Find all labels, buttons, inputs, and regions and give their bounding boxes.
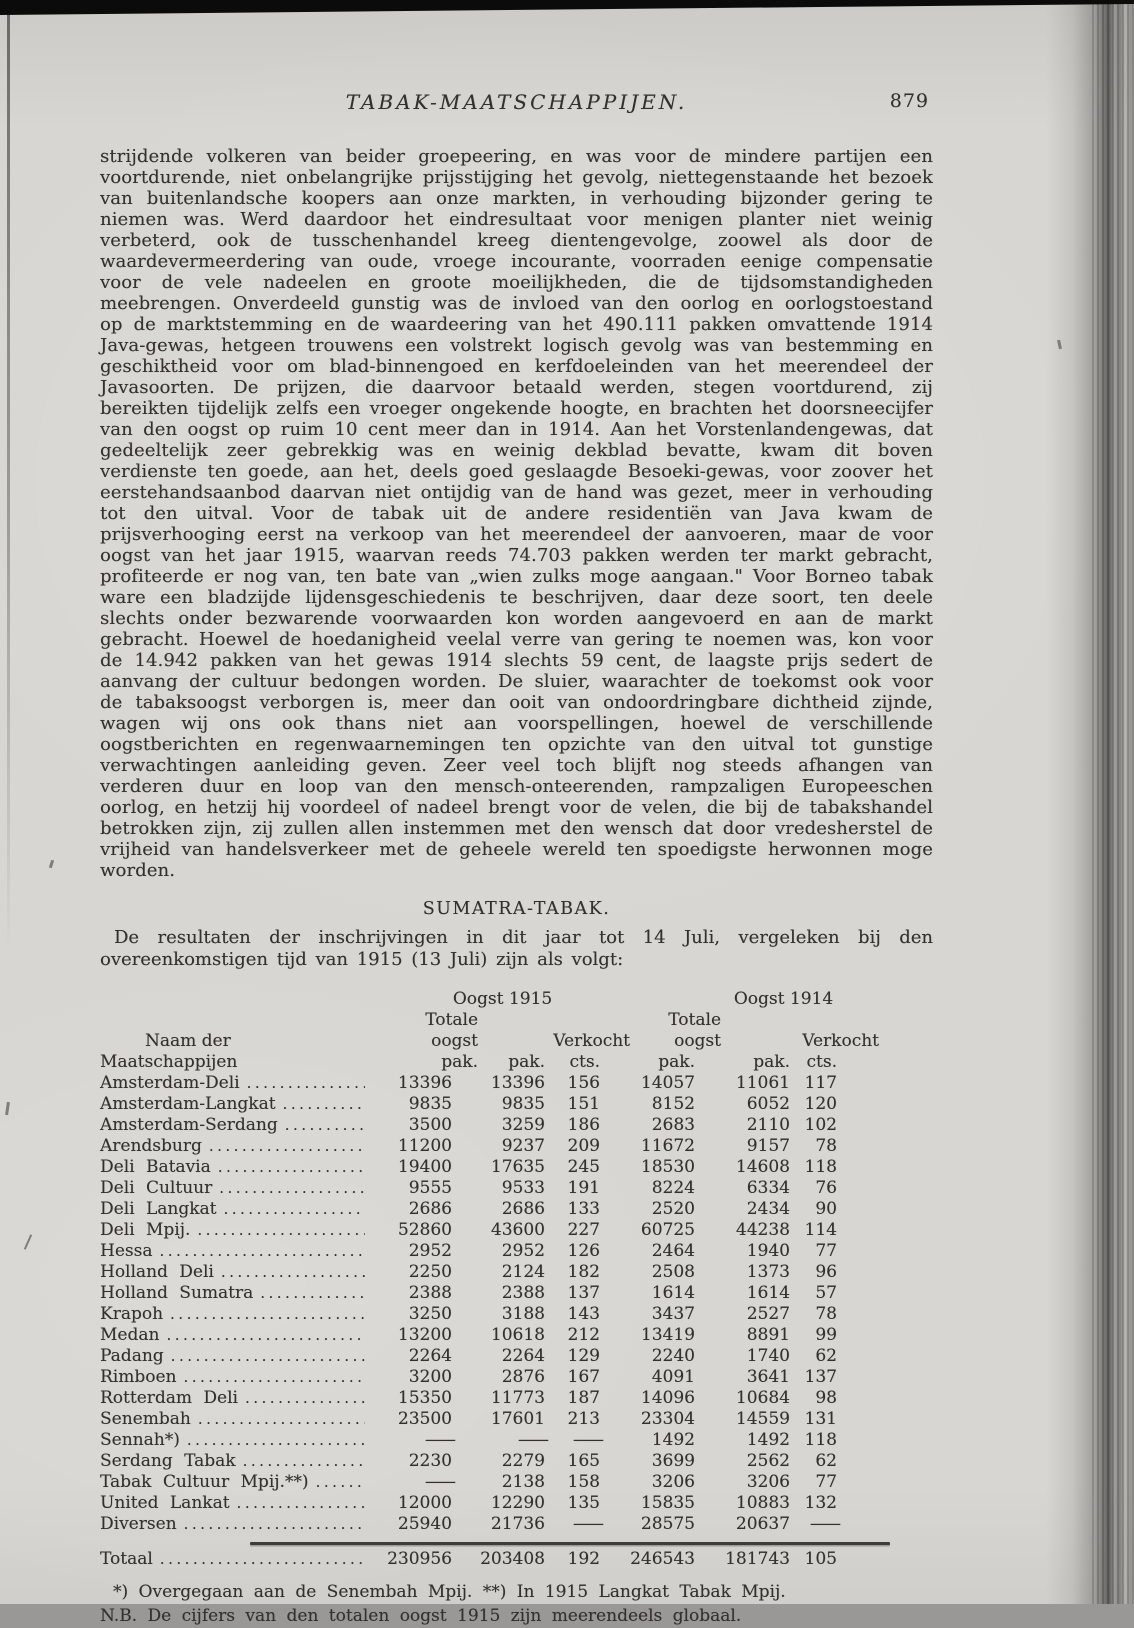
- table-row: [100, 1262, 837, 1283]
- numeric-cell: 28575: [640, 1514, 695, 1534]
- numeric-cell: 2388: [408, 1283, 452, 1303]
- col-header-verkocht: Verkocht: [802, 1031, 879, 1051]
- total-label-cell: [100, 1549, 365, 1570]
- table-row: [100, 1220, 837, 1241]
- numeric-cell: 11061: [735, 1073, 790, 1093]
- leader-dots: [278, 1115, 365, 1136]
- numeric-cell: 25940: [397, 1514, 452, 1534]
- company-name-cell: [100, 1430, 365, 1451]
- table-row: [100, 1157, 837, 1178]
- col-header-pak: pak.: [508, 1052, 545, 1072]
- numeric-cell: 21736: [490, 1514, 545, 1534]
- company-table: [100, 989, 879, 1535]
- footnote-line-1: *) Overgegaan aan de Senembah Mpij. **) In 1915 Langkat Tabak Mpij.: [113, 1582, 786, 1602]
- company-name-cell: [100, 1304, 365, 1325]
- leader-dots: [202, 1136, 365, 1157]
- numeric-cell: 3500: [408, 1115, 452, 1135]
- numeric-cell: 3641: [746, 1367, 790, 1387]
- numeric-cell: 246543: [630, 1549, 695, 1569]
- numeric-cell: 2110: [746, 1115, 790, 1135]
- numeric-cell: 14559: [735, 1409, 790, 1429]
- numeric-cell: 137: [804, 1367, 837, 1387]
- col-header-totale: Totale: [425, 1010, 478, 1030]
- paper-speck: [24, 1234, 32, 1249]
- company-name-cell: [100, 1073, 365, 1094]
- company-name-cell: [100, 1388, 365, 1409]
- numeric-cell: 102: [804, 1115, 837, 1135]
- numeric-cell: 1940: [746, 1241, 790, 1261]
- leader-dots: [164, 1346, 365, 1367]
- numeric-cell: 98: [815, 1388, 837, 1408]
- numeric-cell: 9237: [501, 1136, 545, 1156]
- numeric-cell: 57: [815, 1283, 837, 1303]
- page-title: TABAK-MAATSCHAPPIJEN.: [345, 90, 688, 114]
- numeric-cell: 9835: [501, 1094, 545, 1114]
- numeric-cell: 78: [815, 1136, 837, 1156]
- numeric-cell: 137: [567, 1283, 600, 1303]
- company-name-cell: [100, 1493, 365, 1514]
- numeric-cell: 9555: [408, 1178, 452, 1198]
- numeric-cell: 11672: [640, 1136, 695, 1156]
- company-name-cell: [100, 1115, 365, 1136]
- company-name: Serdang Tabak: [100, 1451, 236, 1471]
- numeric-cell: 15350: [397, 1388, 452, 1408]
- numeric-cell: —: [809, 1514, 842, 1534]
- col-header-pak: pak.: [753, 1052, 790, 1072]
- empty-cell: [100, 989, 365, 1010]
- numeric-cell: —: [572, 1430, 605, 1450]
- binding-gutter-shadow: [1046, 0, 1134, 1604]
- numeric-cell: 23500: [397, 1409, 452, 1429]
- numeric-cell: 12290: [490, 1493, 545, 1513]
- numeric-cell: 2388: [501, 1283, 545, 1303]
- table-row: [100, 1073, 837, 1094]
- numeric-cell: 2279: [501, 1451, 545, 1471]
- numeric-cell: 2434: [746, 1199, 790, 1219]
- numeric-cell: —: [517, 1430, 550, 1450]
- numeric-cell: 14057: [640, 1073, 695, 1093]
- numeric-cell: 13419: [640, 1325, 695, 1345]
- page-number: 879: [889, 90, 929, 112]
- numeric-cell: 9533: [501, 1178, 545, 1198]
- numeric-cell: 6334: [746, 1178, 790, 1198]
- company-name-cell: [100, 1409, 365, 1430]
- leader-dots: [230, 1493, 365, 1514]
- numeric-cell: 90: [815, 1199, 837, 1219]
- leader-dots: [276, 1094, 365, 1115]
- numeric-cell: 245: [567, 1157, 600, 1177]
- company-name: Amsterdam-Deli: [100, 1073, 240, 1093]
- numeric-cell: 14608: [735, 1157, 790, 1177]
- company-name-cell: [100, 1262, 365, 1283]
- numeric-cell: 114: [804, 1220, 837, 1240]
- numeric-cell: 78: [815, 1304, 837, 1324]
- numeric-cell: 8152: [651, 1094, 695, 1114]
- group-header-oogst-1914: Oogst 1914: [733, 989, 834, 1009]
- numeric-cell: 2264: [501, 1346, 545, 1366]
- numeric-cell: 3206: [651, 1472, 695, 1492]
- numeric-cell: 131: [804, 1409, 837, 1429]
- numeric-cell: 2562: [746, 1451, 790, 1471]
- numeric-cell: 120: [804, 1094, 837, 1114]
- numeric-cell: 191: [567, 1178, 600, 1198]
- leader-dots: [214, 1262, 365, 1283]
- table-row: [100, 1451, 837, 1472]
- company-name: Rimboen: [100, 1367, 177, 1387]
- total-rule: [250, 1542, 890, 1545]
- company-name: Deli Cultuur: [100, 1178, 213, 1198]
- numeric-cell: 2683: [651, 1115, 695, 1135]
- page-header: [100, 90, 933, 120]
- numeric-cell: 3437: [651, 1304, 695, 1324]
- intro-paragraph: De resultaten der inschrijvingen in dit jaar tot 14 Juli, vergeleken bij den overeenkomstigen tijd van 1915 (13 Juli) zijn als volgt:: [100, 927, 933, 970]
- numeric-cell: 1373: [746, 1262, 790, 1282]
- company-name: Rotterdam Deli: [100, 1388, 238, 1408]
- leader-dots: [177, 1514, 365, 1535]
- company-name: Diversen: [100, 1514, 177, 1534]
- section-heading: SUMATRA-TABAK.: [422, 899, 611, 919]
- company-name: Deli Mpij.: [100, 1220, 191, 1240]
- table-row: [100, 1367, 837, 1388]
- company-name-cell: [100, 1136, 365, 1157]
- company-table-header: [100, 989, 879, 1073]
- numeric-cell: 10618: [490, 1325, 545, 1345]
- company-name: Amsterdam-Serdang: [100, 1115, 278, 1135]
- numeric-cell: —: [572, 1514, 605, 1534]
- numeric-cell: 2952: [408, 1241, 452, 1261]
- numeric-cell: 133: [567, 1199, 600, 1219]
- col-header-cts: cts.: [806, 1052, 837, 1072]
- numeric-cell: 2520: [651, 1199, 695, 1219]
- company-name: Deli Batavia: [100, 1157, 211, 1177]
- numeric-cell: 10684: [735, 1388, 790, 1408]
- numeric-cell: 20637: [735, 1514, 790, 1534]
- company-name-cell: [100, 1325, 365, 1346]
- leader-dots: [180, 1430, 365, 1451]
- table-row: [100, 1199, 837, 1220]
- numeric-cell: 209: [567, 1136, 600, 1156]
- numeric-cell: 8224: [651, 1178, 695, 1198]
- numeric-cell: 3699: [651, 1451, 695, 1471]
- numeric-cell: 18530: [640, 1157, 695, 1177]
- company-name-cell: [100, 1367, 365, 1388]
- numeric-cell: 9157: [746, 1136, 790, 1156]
- company-name-cell: [100, 1178, 365, 1199]
- table-row: [100, 1241, 837, 1262]
- numeric-cell: 118: [804, 1430, 837, 1450]
- company-name: Holland Sumatra: [100, 1283, 254, 1303]
- numeric-cell: 77: [815, 1241, 837, 1261]
- numeric-cell: —: [424, 1430, 457, 1450]
- company-name-cell: [100, 1451, 365, 1472]
- empty-cell: [100, 1010, 365, 1031]
- leader-dots: [191, 1409, 365, 1430]
- numeric-cell: 2240: [651, 1346, 695, 1366]
- leader-dots: [211, 1157, 365, 1178]
- total-table: [100, 1549, 837, 1570]
- numeric-cell: 6052: [746, 1094, 790, 1114]
- numeric-cell: 3259: [501, 1115, 545, 1135]
- company-name-cell: [100, 1514, 365, 1535]
- table-row: [100, 1493, 837, 1514]
- numeric-cell: 192: [567, 1549, 600, 1569]
- numeric-cell: 129: [567, 1346, 600, 1366]
- numeric-cell: 2508: [651, 1262, 695, 1282]
- numeric-cell: 2464: [651, 1241, 695, 1261]
- company-name: Padang: [100, 1346, 164, 1366]
- table-row: [100, 1304, 837, 1325]
- body-paragraph: strijdende volkeren van beider groepeering, en was voor de mindere partijen een voortdurende, niet onbelangrijke prijsstijging het gevolg, niettegenstaande het bezoek van buitenlandsche koopers aan onze markten, in verhouding bijzonder gering te niemen was. Werd daardoor het eindresultaat voor menigen planter niet weinig verbeterd, ook de tusschenhandel kreeg dientengevolge, zoowel als door de waardevermeerdering van oude, vroege incourante, voorraden eenige compensatie voor de vele nadeelen en groote moeilijkheden, die de tijdsomstandigheden meebrengen. Onverdeeld gunstig was de invloed van den oorlog en oorlogstoestand op de marktstemming en de waardeering van het 490.111 pakken omvattende 1914 Java-gewas, hetgeen trouwens een volstrekt logisch gevolg was van bestemming en geschiktheid voor om blad-binnengoed en kerfdoeleinden van het meerendeel der Javasoorten. De prijzen, die daarvoor betaald werden, stegen voortdurend, zij bereikten tijdelijk zelfs een vroeger ongekende hoogte, en brachten het doorsneecijfer van den oogst op ruim 10 cent meer dan in 1914. Aan het Vorstenlandengewas, dat gedeeltelijk zeer gebrekkig was en weinig dekblad bevatte, kwam dit boven verdienste ten goede, aan het, deels goed geslaagde Besoeki-gewas, voor zoover het eerstehandsaanbod daarvan niet ontijdig van de hand was gezet, meer in verhouding tot den uitval. Voor de tabak uit de andere residentiën van Java kwam de prijsverhooging eerst na verkoop van het meerendeel der aanvoeren, maar de voor oogst van het jaar 1915, waarvan reeds 74.703 pakken werden ter markt gebracht, profiteerde er nog van, ten bate van „wien zulks moge aangaan." Voor Borneo tabak ware een bladzijde lijdensgeschiedenis te beschrijven, daar deze soort, ten deele slechts onder bezwarende voorwaarden kon worden aangevoerd en aan de markt gebracht. Hoewel de hoedanigheid veelal verre van gering te noemen was, kon voor de 14.942 pakken van het gewas 1914 slechts 59 cent, de laagste prijs sedert de aanvang der cultuur bedongen worden. De sluier, waarachter de toekomst ook voor de tabaksoogst verborgen is, meer dan ooit van ondoordringbare dichtheid zijnde, wagen wij ons ook thans niet aan voorspellingen, hoewel de verschillende oogstberichten en regenwaarnemingen ten opzichte van den uitval tot gunstige verwachtingen aanleiding geven. Zeer veel toch blijft nog steeds afhangen van verderen duur en loop van den mensch-onteerenden, rampzaligen Europeeschen oorlog, en hetzij hij voordeel of nadeel brengt voor de velen, die bij de tabakshandel betrokken zijn, zij zullen allen instemmen met den wensch dat door vredesherstel de vrijheid van handelsverkeer met de geheele wereld ten spoedigste herwonnen moge worden.: [100, 146, 933, 881]
- leader-dots: [152, 1241, 365, 1262]
- numeric-cell: 17601: [490, 1409, 545, 1429]
- company-name: Sennah*): [100, 1430, 180, 1450]
- numeric-cell: 14096: [640, 1388, 695, 1408]
- numeric-cell: 187: [567, 1388, 600, 1408]
- numeric-cell: 77: [815, 1472, 837, 1492]
- numeric-cell: 203408: [480, 1549, 545, 1569]
- company-table-body: [100, 1073, 842, 1535]
- company-name: Deli Langkat: [100, 1199, 217, 1219]
- numeric-cell: 62: [815, 1346, 837, 1366]
- footnotes: [100, 1580, 933, 1628]
- numeric-cell: 181743: [725, 1549, 790, 1569]
- table-row: [100, 1472, 837, 1493]
- col-header-verkocht: Verkocht: [553, 1031, 630, 1051]
- numeric-cell: 3250: [408, 1304, 452, 1324]
- numeric-cell: 227: [567, 1220, 600, 1240]
- company-name: Krapoh: [100, 1304, 164, 1324]
- paper-speck: [5, 1102, 10, 1115]
- numeric-cell: 2250: [408, 1262, 452, 1282]
- numeric-cell: 15835: [640, 1493, 695, 1513]
- numeric-cell: 132: [804, 1493, 837, 1513]
- numeric-cell: 11200: [397, 1136, 452, 1156]
- numeric-cell: 3200: [408, 1367, 452, 1387]
- numeric-cell: 2124: [501, 1262, 545, 1282]
- numeric-cell: 3188: [501, 1304, 545, 1324]
- numeric-cell: 1614: [651, 1283, 695, 1303]
- numeric-cell: 8891: [746, 1325, 790, 1345]
- numeric-cell: —: [424, 1472, 457, 1492]
- numeric-cell: 13396: [397, 1073, 452, 1093]
- numeric-cell: 2952: [501, 1241, 545, 1261]
- numeric-cell: 135: [567, 1493, 600, 1513]
- numeric-cell: 60725: [640, 1220, 695, 1240]
- numeric-cell: 2230: [408, 1451, 452, 1471]
- numeric-cell: 167: [567, 1367, 600, 1387]
- numeric-cell: 1740: [746, 1346, 790, 1366]
- numeric-cell: 1492: [651, 1430, 695, 1450]
- col-header-cts: cts.: [569, 1052, 600, 1072]
- numeric-cell: 13200: [397, 1325, 452, 1345]
- numeric-cell: 105: [804, 1549, 837, 1569]
- col-header-oogst: oogst: [674, 1031, 721, 1051]
- numeric-cell: 126: [567, 1241, 600, 1261]
- leader-dots: [163, 1304, 365, 1325]
- numeric-cell: 43600: [490, 1220, 545, 1240]
- numeric-cell: 143: [567, 1304, 600, 1324]
- table-row: [100, 1178, 837, 1199]
- numeric-cell: 186: [567, 1115, 600, 1135]
- table-row: [100, 1430, 837, 1451]
- table-row: [100, 1514, 837, 1535]
- numeric-cell: 2686: [501, 1199, 545, 1219]
- col-header-pak: pak.: [441, 1052, 478, 1072]
- numeric-cell: 2264: [408, 1346, 452, 1366]
- numeric-cell: 151: [567, 1094, 600, 1114]
- company-name-cell: [100, 1157, 365, 1178]
- numeric-cell: 96: [815, 1262, 837, 1282]
- page-content: [100, 0, 933, 1628]
- company-name: Tabak Cultuur Mpij.**): [100, 1472, 309, 1492]
- leader-dots: [153, 1549, 365, 1570]
- left-edge-line: [7, 12, 10, 952]
- table-row: [100, 1136, 837, 1157]
- leader-dots: [159, 1325, 365, 1346]
- table-row: [100, 1325, 837, 1346]
- numeric-cell: 13396: [490, 1073, 545, 1093]
- numeric-cell: 10883: [735, 1493, 790, 1513]
- numeric-cell: 2138: [501, 1472, 545, 1492]
- company-name-cell: [100, 1283, 365, 1304]
- table-row: [100, 1094, 837, 1115]
- numeric-cell: 2686: [408, 1199, 452, 1219]
- company-name: Arendsburg: [100, 1136, 202, 1156]
- numeric-cell: 44238: [735, 1220, 790, 1240]
- company-name: Medan: [100, 1325, 160, 1345]
- numeric-cell: 52860: [397, 1220, 452, 1240]
- leader-dots: [176, 1367, 365, 1388]
- numeric-cell: 4091: [651, 1367, 695, 1387]
- table-row: [100, 1409, 837, 1430]
- company-name: United Lankat: [100, 1493, 230, 1513]
- leader-dots: [236, 1451, 365, 1472]
- numeric-cell: 12000: [397, 1493, 452, 1513]
- col-header-pak: pak.: [658, 1052, 695, 1072]
- numeric-cell: 156: [567, 1073, 600, 1093]
- numeric-cell: 1492: [746, 1430, 790, 1450]
- company-name-cell: [100, 1346, 365, 1367]
- numeric-cell: 158: [567, 1472, 600, 1492]
- numeric-cell: 76: [815, 1178, 837, 1198]
- footnote-line-2: N.B. De cijfers van den totalen oogst 1915 zijn meerendeels globaal.: [100, 1606, 742, 1626]
- paper-speck: [49, 860, 54, 869]
- company-name: Senembah: [100, 1409, 191, 1429]
- numeric-cell: 17635: [490, 1157, 545, 1177]
- numeric-cell: 23304: [640, 1409, 695, 1429]
- numeric-cell: 212: [567, 1325, 600, 1345]
- numeric-cell: 2876: [501, 1367, 545, 1387]
- leader-dots: [238, 1388, 365, 1409]
- numeric-cell: 230956: [387, 1549, 452, 1569]
- table-row: [100, 1115, 837, 1136]
- numeric-cell: 11773: [490, 1388, 545, 1408]
- leader-dots: [309, 1472, 365, 1493]
- total-row: [100, 1549, 837, 1570]
- leader-dots: [212, 1178, 365, 1199]
- numeric-cell: 3206: [746, 1472, 790, 1492]
- company-name-cell: [100, 1094, 365, 1115]
- leader-dots: [217, 1199, 366, 1220]
- numeric-cell: 118: [804, 1157, 837, 1177]
- col-header-maatschappijen: Maatschappijen: [100, 1052, 238, 1072]
- company-name-cell: [100, 1241, 365, 1262]
- numeric-cell: 9835: [408, 1094, 452, 1114]
- leader-dots: [240, 1073, 365, 1094]
- company-name-cell: [100, 1199, 365, 1220]
- company-name-cell: [100, 1472, 365, 1493]
- numeric-cell: 182: [567, 1262, 600, 1282]
- company-name: Hessa: [100, 1241, 153, 1261]
- company-name: Amsterdam-Langkat: [100, 1094, 276, 1114]
- total-label: Totaal: [100, 1549, 153, 1569]
- numeric-cell: 117: [804, 1073, 837, 1093]
- numeric-cell: 19400: [397, 1157, 452, 1177]
- table-row: [100, 1388, 837, 1409]
- table-row: [100, 1346, 837, 1367]
- col-header-oogst: oogst: [431, 1031, 478, 1051]
- leader-dots: [190, 1220, 365, 1241]
- numeric-cell: 99: [815, 1325, 837, 1345]
- company-name-cell: [100, 1220, 365, 1241]
- leader-dots: [253, 1283, 365, 1304]
- numeric-cell: 213: [567, 1409, 600, 1429]
- numeric-cell: 1614: [746, 1283, 790, 1303]
- company-name: Holland Deli: [100, 1262, 214, 1282]
- col-header-totale: Totale: [668, 1010, 721, 1030]
- numeric-cell: 2527: [746, 1304, 790, 1324]
- numeric-cell: 62: [815, 1451, 837, 1471]
- numeric-cell: 165: [567, 1451, 600, 1471]
- group-header-oogst-1915: Oogst 1915: [452, 989, 553, 1009]
- table-row: [100, 1283, 837, 1304]
- col-header-naam-der: Naam der: [145, 1031, 231, 1051]
